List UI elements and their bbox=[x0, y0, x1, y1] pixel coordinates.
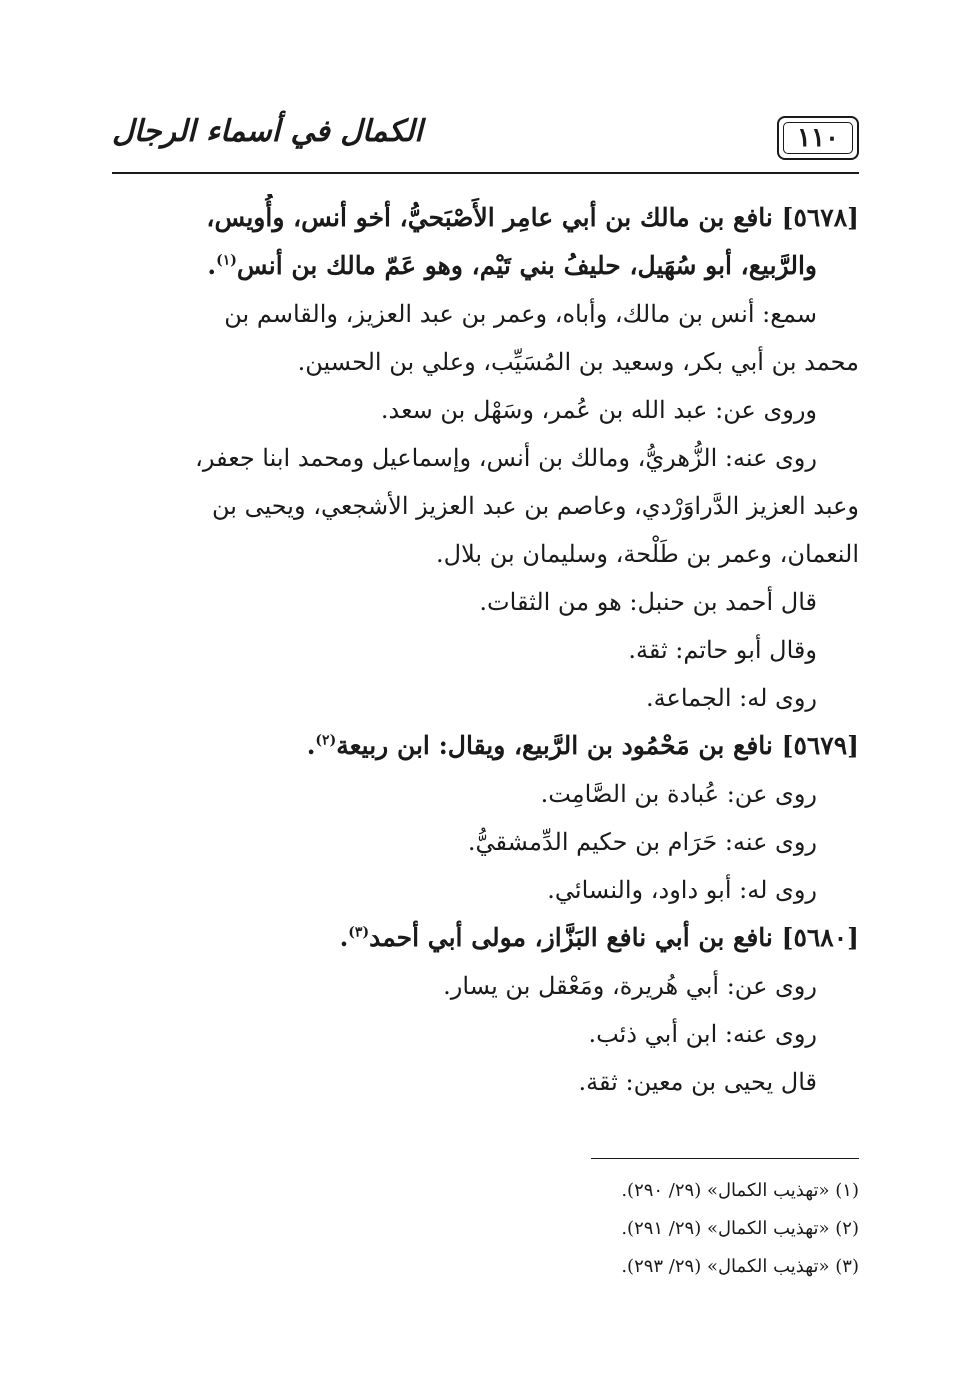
entry-number: [٥٦٧٨] bbox=[781, 203, 859, 232]
page-number-text: ١١٠ bbox=[797, 123, 839, 153]
footnote-line: (١) «تهذيب الكمال» (٢٩/ ٢٩٠). bbox=[621, 1180, 859, 1201]
entry-number: [٥٦٧٩] bbox=[781, 731, 859, 760]
entry-heading-line bbox=[112, 194, 859, 242]
footnote-line: (٢) «تهذيب الكمال» (٢٩/ ٢٩١). bbox=[621, 1218, 859, 1239]
entry-heading-text: نافع بن مالك بن أبي عامِر الأَصْبَحيُّ، أخو أنس، وأُويس، bbox=[206, 203, 773, 232]
header-divider bbox=[112, 172, 859, 174]
heading-end: . bbox=[306, 731, 316, 760]
entry-5678 bbox=[112, 194, 859, 722]
entry-body-line: محمد بن أبي بكر، وسعيد بن المُسَيِّب، وعلي بن الحسين. bbox=[297, 348, 859, 376]
entry-body-line: قال أحمد بن حنبل: هو من الثقات. bbox=[479, 588, 817, 616]
entry-body-line: روى له: أبو داود، والنسائي. bbox=[547, 876, 817, 904]
footnotes bbox=[112, 1172, 859, 1286]
entry-body-line: قال يحيى بن معين: ثقة. bbox=[578, 1068, 817, 1096]
page-content bbox=[112, 194, 859, 1106]
footnote-ref[interactable]: (١) bbox=[216, 252, 237, 269]
footnote-line: (٣) «تهذيب الكمال» (٢٩/ ٢٩٣). bbox=[621, 1256, 859, 1277]
page-number bbox=[777, 116, 859, 160]
entry-heading-line bbox=[112, 914, 859, 962]
heading-end: . bbox=[339, 923, 349, 952]
entry-body-line: سمع: أنس بن مالك، وأباه، وعمر بن عبد العزيز، والقاسم بن bbox=[224, 300, 817, 328]
heading-end: . bbox=[207, 251, 217, 280]
entry-heading-text: نافع بن مَحْمُود بن الرَّبيع، ويقال: ابن ربيعة bbox=[336, 731, 773, 760]
entry-body-line: روى عنه: الزُّهريُّ، ومالك بن أنس، وإسماعيل ومحمد ابنا جعفر، bbox=[195, 444, 817, 472]
entry-body-line: روى عنه: حَرَام بن حكيم الدِّمشقيُّ. bbox=[467, 828, 817, 856]
entry-body-line: وقال أبو حاتم: ثقة. bbox=[628, 636, 817, 664]
entry-heading-text: نافع بن أبي نافع البَزَّاز، مولى أبي أحمد bbox=[369, 923, 773, 952]
entry-body-line: روى عن: عُبادة بن الصَّامِت. bbox=[540, 780, 817, 808]
entry-body-line: روى عن: أبي هُريرة، ومَعْقل بن يسار. bbox=[443, 972, 817, 1000]
footnote-divider bbox=[591, 1158, 859, 1159]
footnote-ref[interactable]: (٢) bbox=[315, 732, 337, 749]
entry-number: [٥٦٨٠] bbox=[781, 923, 859, 952]
page-header bbox=[112, 108, 859, 174]
entry-body-line: روى له: الجماعة. bbox=[646, 684, 817, 712]
entry-heading-line bbox=[112, 242, 859, 290]
entry-5680 bbox=[112, 914, 859, 1106]
entry-body-line: النعمان، وعمر بن طَلْحة، وسليمان بن بلال. bbox=[436, 540, 859, 568]
entry-5679 bbox=[112, 722, 859, 914]
book-title: الكمال في أسماء الرجال bbox=[112, 114, 423, 149]
entry-body-line: وروى عن: عبد الله بن عُمر، وسَهْل بن سعد. bbox=[380, 396, 817, 424]
entry-heading-text: والرَّبيع، أبو سُهَيل، حليفُ بني تَيْم، وهو عَمّ مالك بن أنس bbox=[236, 251, 817, 280]
footnote-ref[interactable]: (٣) bbox=[348, 924, 370, 941]
entry-body-line: وعبد العزيز الدَّراوَرْدي، وعاصم بن عبد العزيز الأشجعي، ويحيى بن bbox=[211, 492, 859, 520]
entry-heading-line bbox=[112, 722, 859, 770]
entry-body-line: روى عنه: ابن أبي ذئب. bbox=[588, 1020, 817, 1048]
